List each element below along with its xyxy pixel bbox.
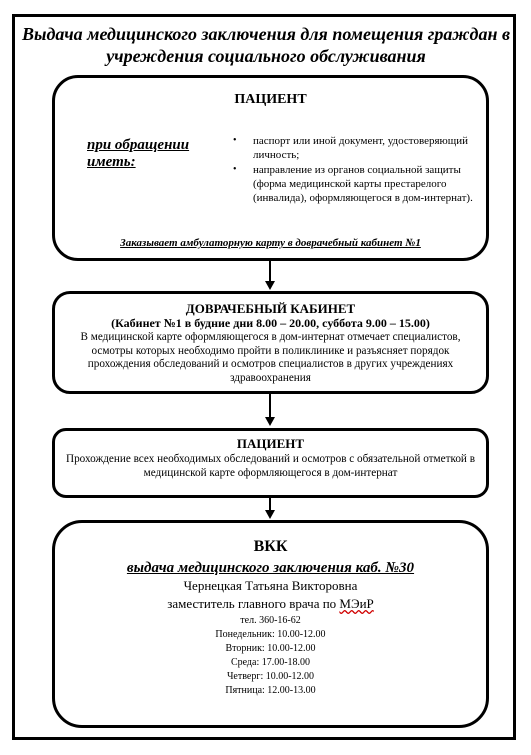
list-item: [233, 163, 473, 205]
contact-role: [55, 596, 486, 612]
vkk-box: [52, 520, 489, 728]
flow-arrow-line: [269, 394, 271, 419]
schedule-row: Понедельник: 10.00-12.00: [215, 629, 326, 640]
contact-name: Чернецкая Татьяна Викторовна: [183, 578, 358, 593]
flow-arrow-line: [269, 261, 271, 283]
arrow-down-icon: [265, 281, 275, 290]
page-title: Выдача медицинского заключения для помещения граждан в учреждения социального обслуживания: [22, 24, 510, 66]
pre-medical-office-box: [52, 291, 489, 394]
pre-medical-office-title: ДОВРАЧЕБНЫЙ КАБИНЕТ: [185, 301, 356, 316]
vkk-title: ВКК: [253, 538, 288, 555]
list-item-text: паспорт или иной документ, удостоверяющий личность;: [253, 135, 468, 161]
pre-medical-office-description: В медицинской карте оформляющегося в дом-интернат отмечает специалистов, осмотры которых необходимо пройти в поликлинике и разъясняет порядок прохождения обследований и осмотров специалистов в других учреждениях здравоохранения: [80, 331, 461, 384]
documents-list: [233, 134, 473, 206]
vkk-subtitle: выдача медицинского заключения каб. №30: [126, 560, 415, 576]
arrow-down-icon: [265, 510, 275, 519]
schedule-row: Вторник: 10.00-12.00: [225, 643, 316, 654]
list-item: [233, 134, 473, 162]
bullet-icon: •: [233, 164, 237, 175]
pre-medical-office-hours: (Кабинет №1 в будние дни 8.00 – 20.00, суббота 9.00 – 15.00): [111, 316, 430, 330]
schedule-row: Пятница: 12.00-13.00: [225, 685, 316, 696]
patient-examination-description: Прохождение всех необходимых обследований и осмотров с обязательной отметкой в медицинской карте оформляющегося в дом-интернат: [66, 453, 475, 479]
arrow-down-icon: [265, 417, 275, 426]
patient-box-footer: Заказывает амбулаторную карту в доврачебный кабинет №1: [120, 237, 421, 249]
bullet-icon: •: [233, 135, 237, 146]
patient-box-title: ПАЦИЕНТ: [234, 92, 307, 107]
documents-label: при обращении иметь:: [87, 137, 190, 170]
patient-box: [52, 75, 489, 261]
list-item-text: направление из органов социальной защиты (форма медицинской карты престарелого (инвалида), оформляющегося в дом-интернат).: [253, 164, 473, 204]
patient-examination-box: [52, 428, 489, 498]
patient-examination-title: ПАЦИЕНТ: [236, 436, 305, 451]
contact-phone: тел. 360-16-62: [240, 615, 301, 626]
schedule-row: Четверг: 10.00-12.00: [226, 671, 315, 682]
contact-role-text: заместитель главного врача по: [167, 596, 340, 611]
contact-role-abbr: МЭиР: [339, 596, 374, 611]
schedule-row: Среда: 17.00-18.00: [230, 657, 311, 668]
